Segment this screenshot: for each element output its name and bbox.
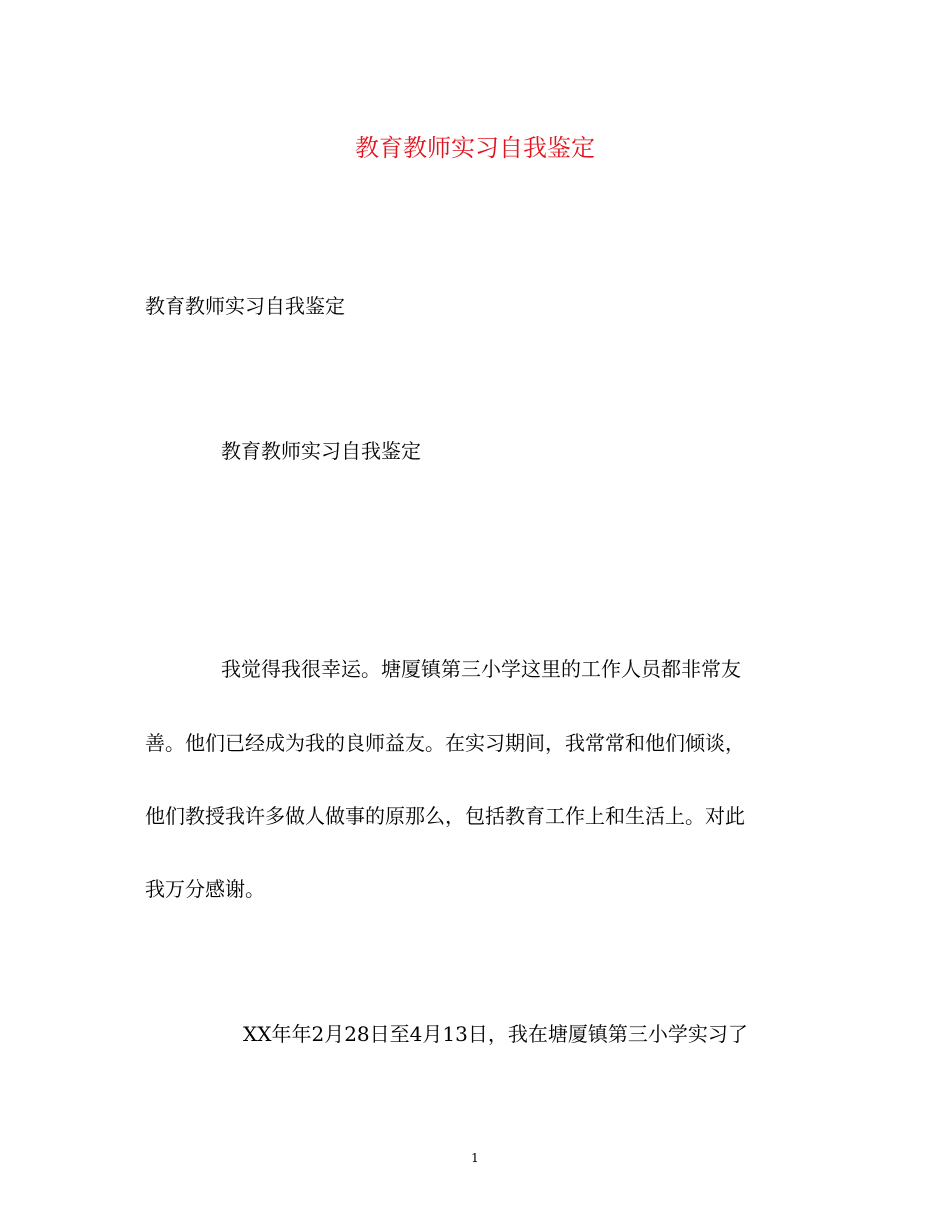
paragraph-line: XX年年2月28日至4月13日，我在塘厦镇第三小学实习了 <box>243 1022 748 1046</box>
document-title: 教育教师实习自我鉴定 <box>355 134 595 162</box>
section-heading: 教育教师实习自我鉴定 <box>145 294 345 318</box>
paragraph-line: 他们教授我许多做人做事的原那么，包括教育工作上和生活上。对此 <box>145 804 745 828</box>
paragraph-line: 我万分感谢。 <box>145 877 265 901</box>
page-number: 1 <box>471 1151 479 1165</box>
paragraph-line: 我觉得我很幸运。塘厦镇第三小学这里的工作人员都非常友 <box>221 657 741 681</box>
subsection-heading: 教育教师实习自我鉴定 <box>221 439 421 463</box>
paragraph-line: 善。他们已经成为我的良师益友。在实习期间，我常常和他们倾谈， <box>145 731 745 755</box>
